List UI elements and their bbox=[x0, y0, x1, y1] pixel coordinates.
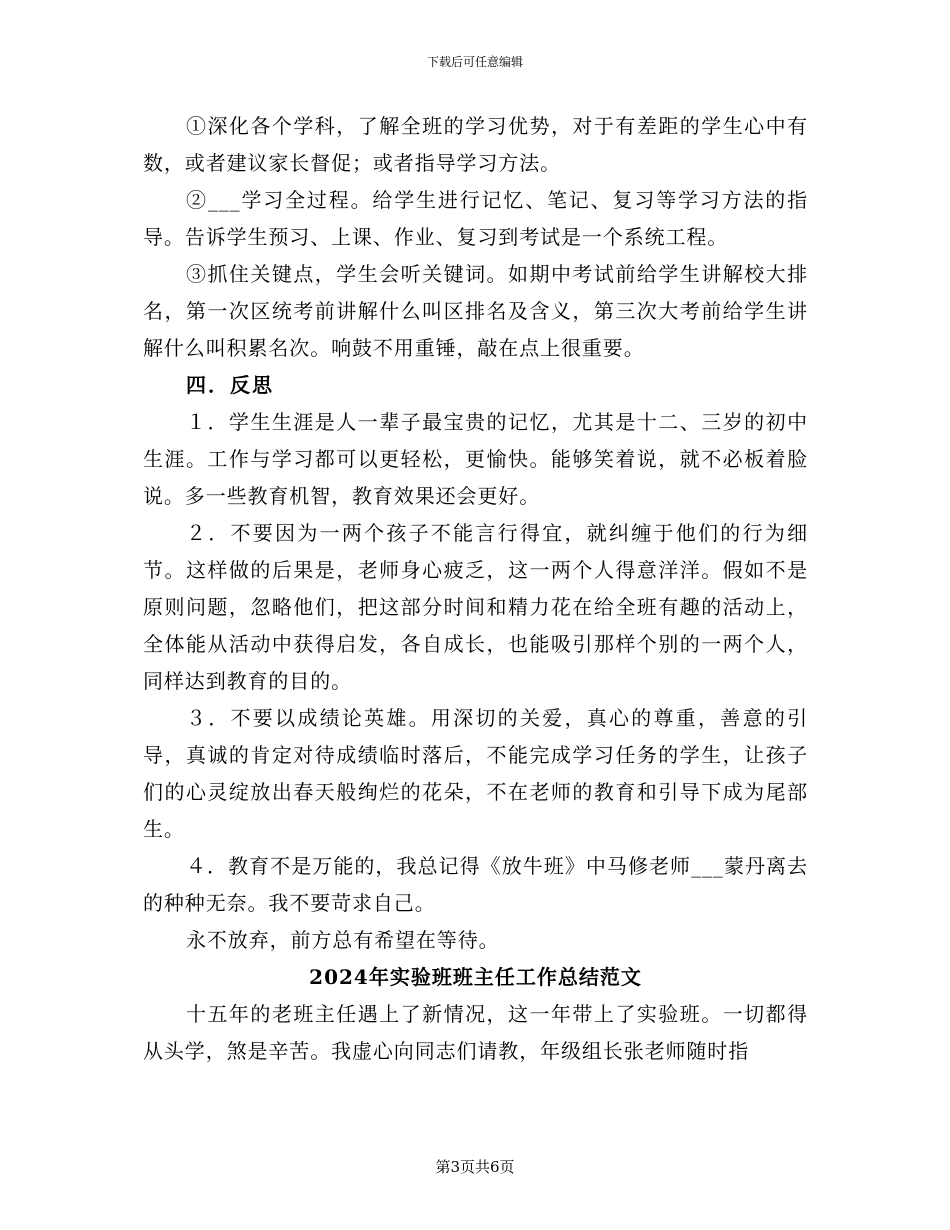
intro-paragraph: 十五年的老班主任遇上了新情况，这一年带上了实验班。一切都得从头学，煞是辛苦。我虚心向同志们请教，年级组长张老师随时指 bbox=[143, 1002, 808, 1063]
reflection-item-2: ２．不要因为一两个孩子不能言行得宜，就纠缠于他们的行为细节。这样做的后果是，老师身心疲乏，这一两个人得意洋洋。假如不是原则问题，忽略他们，把这部分时间和精力花在给全班有趣的活动上，全体能从活动中获得启发，各自成长，也能吸引那样个别的一两个人，同样达到教育的目的。 bbox=[143, 521, 808, 693]
section-heading-reflection: 四．反思 bbox=[186, 373, 274, 397]
page-header: 下载后可任意编辑 bbox=[426, 55, 523, 69]
page-footer: 第3页共6页 bbox=[435, 1158, 515, 1176]
reflection-item-1: １．学生生涯是人一辈子最宝贵的记忆，尤其是十二、三岁的初中生涯。工作与学习都可以更轻松，更愉快。能够笑着说，就不必板着脸说。多一些教育机智，教育效果还会更好。 bbox=[143, 410, 808, 508]
closing-line: 永不放弃，前方总有希望在等待。 bbox=[186, 928, 500, 952]
section-title: 2024年实验班班主任工作总结范文 bbox=[309, 965, 642, 989]
reflection-item-3: ３．不要以成绩论英雄。用深切的关爱，真心的尊重，善意的引导，真诚的肯定对待成绩临时落后，不能完成学习任务的学生，让孩子们的心灵绽放出春天般绚烂的花朵，不在老师的教育和引导下成为尾部生。 bbox=[143, 706, 808, 841]
reflection-item-4: ４．教育不是万能的，我总记得《放牛班》中马修老师___蒙丹离去的种种无奈。我不要苛求自己。 bbox=[143, 854, 808, 915]
paragraph-3: ③抓住关键点，学生会听关键词。如期中考试前给学生讲解校大排名，第一次区统考前讲解什么叫区排名及含义，第三次大考前给学生讲解什么叫积累名次。响鼓不用重锤，敲在点上很重要。 bbox=[143, 262, 808, 360]
paragraph-1: ①深化各个学科，了解全班的学习优势，对于有差距的学生心中有数，或者建议家长督促；或者指导学习方法。 bbox=[143, 114, 808, 175]
document-body bbox=[143, 108, 808, 1070]
paragraph-2: ②___学习全过程。给学生进行记忆、笔记、复习等学习方法的指导。告诉学生预习、上课、作业、复习到考试是一个系统工程。 bbox=[143, 188, 808, 249]
